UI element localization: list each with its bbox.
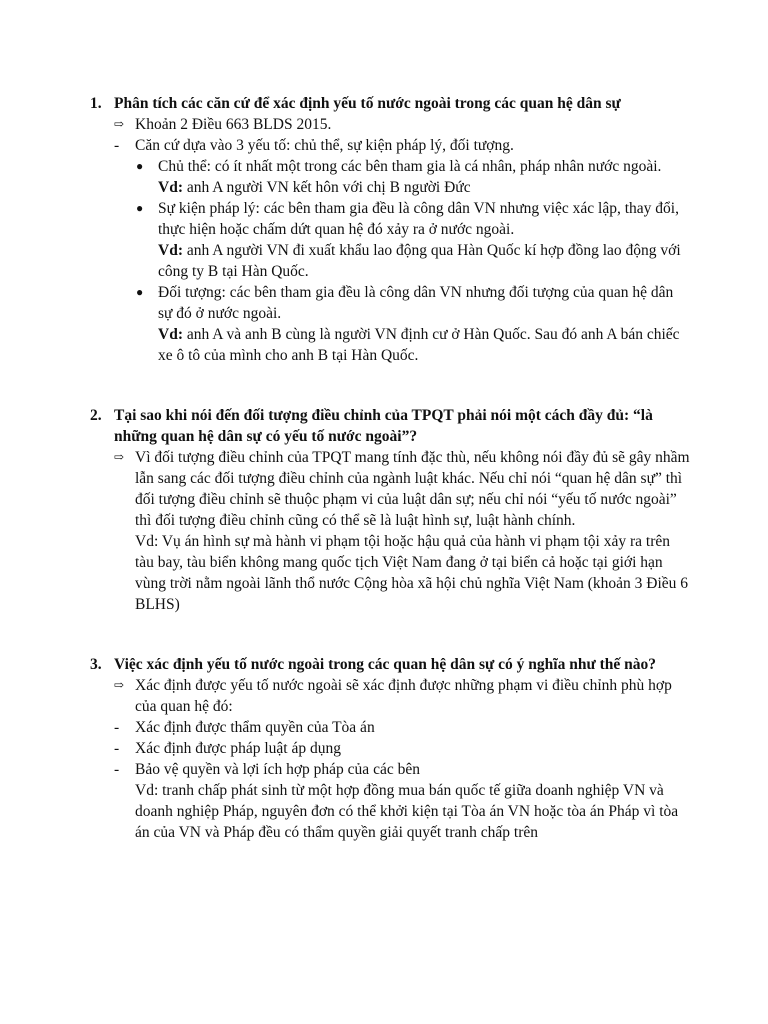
question-title: Tại sao khi nói đến đối tượng điều chỉnh của TPQT phải nói một cách đầy đủ: “là những quan hệ dân sự có yếu tố nước ngoài”?: [114, 407, 653, 445]
question-3-heading: [90, 654, 690, 675]
example-line: [90, 780, 690, 843]
answer-arrow-line: [90, 114, 690, 135]
question-3: [90, 654, 690, 843]
example-text: Vd: tranh chấp phát sinh từ một hợp đồng mua bán quốc tế giữa doanh nghiệp VN và doanh nghiệp Pháp, nguyên đơn có thể khởi kiện tại Tòa án VN hoặc tòa án Pháp vì tòa án của VN và Pháp đều có thẩm quyền giải quyết tranh chấp trên: [135, 782, 679, 841]
question-2-heading: [90, 405, 690, 447]
dash-item-text: Bảo vệ quyền và lợi ích hợp pháp của các bên: [135, 761, 420, 778]
dash-item: [90, 717, 690, 738]
example-line: [90, 240, 690, 282]
example-text: anh A người VN kết hôn với chị B người Đức: [182, 179, 471, 196]
bullet-item-legal-event: [90, 198, 690, 240]
dash-marker: -: [114, 740, 120, 757]
answer-arrow-line: [90, 447, 690, 531]
dash-item: [90, 759, 690, 780]
example-label: Vd:: [158, 242, 183, 259]
dash-item-text: Xác định được pháp luật áp dụng: [135, 740, 341, 757]
example-line: [90, 324, 690, 366]
dash-marker: -: [114, 761, 120, 778]
bullet-icon: ●: [136, 159, 144, 173]
question-number: 2.: [90, 407, 102, 424]
dash-marker: -: [114, 137, 120, 154]
example-text: anh A và anh B cùng là người VN định cư ở Hàn Quốc. Sau đó anh A bán chiếc xe ô tô của mình cho anh B tại Hàn Quốc.: [158, 326, 680, 364]
bullet-text: Chủ thể: có ít nhất một trong các bên tham gia là cá nhân, pháp nhân nước ngoài.: [158, 158, 662, 175]
question-2: [90, 405, 690, 615]
bullet-item-object: [90, 282, 690, 324]
example-line: [90, 177, 690, 198]
example-line: [90, 531, 690, 615]
bullet-icon: ●: [136, 201, 144, 215]
dash-item: [90, 738, 690, 759]
bullet-item-subject: [90, 156, 690, 177]
arrow-icon: ⇨: [114, 678, 125, 692]
bullet-text: Sự kiện pháp lý: các bên tham gia đều là công dân VN nhưng việc xác lập, thay đổi, thực hiện hoặc chấm dứt quan hệ đó xảy ra ở nước ngoài.: [158, 200, 679, 238]
example-text: anh A người VN đi xuất khẩu lao động qua Hàn Quốc kí hợp đồng lao động với công ty B tại Hàn Quốc.: [158, 242, 681, 280]
bullet-text: Đối tượng: các bên tham gia đều là công dân VN nhưng đối tượng của quan hệ dân sự đó ở nước ngoài.: [158, 284, 674, 322]
question-title: Phân tích các căn cứ để xác định yếu tố nước ngoài trong các quan hệ dân sự: [114, 95, 621, 112]
question-number: 3.: [90, 656, 102, 673]
example-label: Vd:: [158, 179, 183, 196]
answer-text: Xác định được yếu tố nước ngoài sẽ xác định được những phạm vi điều chỉnh phù hợp của quan hệ đó:: [135, 677, 672, 715]
dash-item-text: Xác định được thẩm quyền của Tòa án: [135, 719, 375, 736]
question-1: [90, 93, 690, 366]
dash-item: [90, 135, 690, 156]
example-text: Vd: Vụ án hình sự mà hành vi phạm tội hoặc hậu quả của hành vi phạm tội xảy ra trên tàu bay, tàu biển không mang quốc tịch Việt Nam đang ở tại biển cả hoặc tại giới hạn vùng trời nằm ngoài lãnh thổ nước Cộng hòa xã hội chủ nghĩa Việt Nam (khoản 3 Điều 6 BLHS): [135, 533, 689, 613]
answer-text: Khoản 2 Điều 663 BLDS 2015.: [135, 116, 332, 133]
dash-item-text: Căn cứ dựa vào 3 yếu tố: chủ thể, sự kiện pháp lý, đối tượng.: [135, 137, 514, 154]
answer-arrow-line: [90, 675, 690, 717]
arrow-icon: ⇨: [114, 450, 125, 464]
example-label: Vd:: [158, 326, 183, 343]
dash-marker: -: [114, 719, 120, 736]
question-number: 1.: [90, 95, 102, 112]
question-1-heading: [90, 93, 690, 114]
bullet-icon: ●: [136, 285, 144, 299]
answer-text: Vì đối tượng điều chỉnh của TPQT mang tính đặc thù, nếu không nói đầy đủ sẽ gây nhầm lẫn sang các đối tượng điều chỉnh của ngành luật khác. Nếu chỉ nói “quan hệ dân sự” thì đối tượng điều chỉnh sẽ thuộc phạm vi của luật dân sự; nếu chỉ nói “yếu tố nước ngoài” thì đối tượng điều chỉnh cũng có thể sẽ là luật hình sự, luật hành chính.: [135, 449, 690, 529]
question-title: Việc xác định yếu tố nước ngoài trong các quan hệ dân sự có ý nghĩa như thế nào?: [114, 656, 657, 673]
arrow-icon: ⇨: [114, 117, 125, 131]
